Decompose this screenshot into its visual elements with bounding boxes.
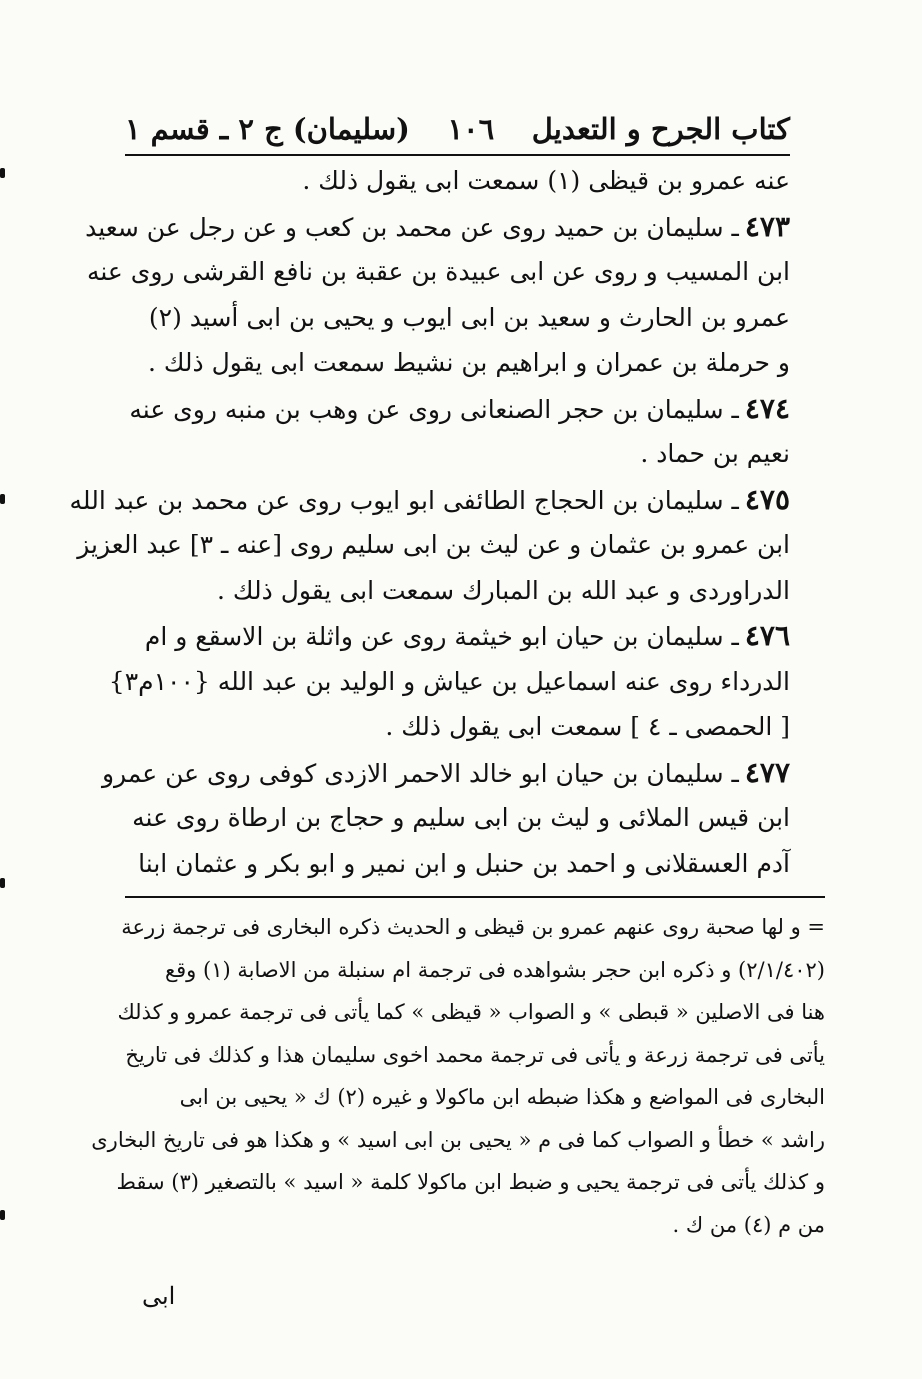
footnote-line: من م (٤) من ك . bbox=[672, 1212, 825, 1237]
line-text: آدم العسقلانى و احمد بن حنبل و ابن نمير و ابو بكر و عثمان ابنا bbox=[138, 848, 790, 878]
text-line bbox=[125, 795, 790, 841]
text-line bbox=[125, 295, 790, 341]
line-text: عنه عمرو بن قيظى (١) سمعت ابى يقول ذلك . bbox=[302, 166, 790, 195]
text-line bbox=[125, 158, 790, 204]
page-number: ١٠٦ bbox=[447, 112, 495, 146]
text-line bbox=[125, 841, 790, 887]
catchword: ابى bbox=[142, 1282, 176, 1310]
main-text bbox=[69, 158, 790, 886]
line-text: نعيم بن حماد . bbox=[640, 439, 790, 468]
line-text: ابن قيس الملائى و ليث بن ابى سليم و حجاج بن ارطاة روى عنه bbox=[132, 803, 790, 832]
page-edge-mark bbox=[0, 1210, 5, 1220]
line-text: ابن عمرو بن عثمان و عن ليث بن ابى سليم روى [عنه ـ ٣] عبد العزيز bbox=[77, 530, 790, 559]
text-line bbox=[77, 522, 790, 568]
text-line bbox=[125, 568, 790, 614]
text-line bbox=[101, 750, 790, 796]
footnote-line: يأتى فى ترجمة زرعة و يأتى فى ترجمة محمد اخوى سليمان هذا و كذلك فى تاريخ bbox=[125, 1042, 825, 1067]
line-text: ـ سليمان بن حجر الصنعانى روى عن وهب بن منبه روى عنه bbox=[129, 394, 739, 424]
text-line bbox=[125, 340, 790, 386]
text-line bbox=[85, 204, 790, 250]
line-text: عمرو بن الحارث و سعيد بن ابى ايوب و يحيى بن ابى أسيد (٢) bbox=[148, 302, 790, 332]
line-text: ابن المسيب و روى عن ابى عبيدة بن عقبة بن نافع القرشى روى عنه bbox=[86, 257, 790, 286]
line-text: الدرداء روى عنه اسماعيل بن عياش و الوليد بن عبد الله {١٠٠م٣} bbox=[108, 666, 790, 696]
page-edge-mark bbox=[0, 168, 5, 178]
line-text: [ الحمصى ـ ٤ ] سمعت ابى يقول ذلك . bbox=[385, 712, 790, 741]
footnotes bbox=[91, 906, 825, 1246]
line-text: ـ سليمان بن حميد روى عن محمد بن كعب و عن رجل عن سعيد bbox=[85, 212, 739, 242]
entry-number: ٤٧٥ bbox=[744, 482, 790, 516]
text-line bbox=[125, 431, 790, 477]
footnote-line: و كذلك يأتى فى ترجمة يحيى و ضبط ابن ماكولا كلمة « اسيد » بالتصغير (٣) سقط bbox=[116, 1170, 825, 1194]
text-line bbox=[125, 613, 790, 659]
line-text: و حرملة بن عمران و ابراهيم بن نشيط سمعت ابى يقول ذلك . bbox=[147, 348, 790, 377]
footnote-line: هنا فى الاصلين « قبطى » و الصواب « قيظى » كما يأتى فى ترجمة عمرو و كذلك bbox=[117, 1000, 825, 1024]
book-title: كتاب الجرح و التعديل bbox=[531, 112, 790, 146]
line-text: ـ سليمان بن الحجاج الطائفى ابو ايوب روى عن محمد بن عبد الله bbox=[69, 485, 739, 515]
line-text: ـ سليمان بن حيان ابو خالد الاحمر الازدى كوفى روى عن عمرو bbox=[101, 758, 739, 788]
text-line bbox=[125, 386, 790, 432]
entry-number: ٤٧٤ bbox=[744, 391, 790, 425]
text-line bbox=[125, 704, 790, 750]
entry-number: ٤٧٣ bbox=[744, 209, 790, 243]
entry-number: ٤٧٦ bbox=[744, 619, 790, 652]
text-line bbox=[108, 659, 790, 705]
text-line bbox=[69, 477, 790, 523]
page-edge-mark bbox=[0, 494, 5, 504]
footnote-line: (٢/١/٤٠٢) و ذكره ابن حجر بشواهده فى ترجمة ام سنبلة من الاصابة (١) وقع bbox=[164, 957, 825, 982]
footnote-line: = و لها صحبة روى عنهم عمرو بن قيظى و الحديث ذكره البخارى فى ترجمة زرعة bbox=[121, 915, 825, 939]
line-text: ـ سليمان بن حيان ابو خيثمة روى عن واثلة بن الاسقع و ام bbox=[144, 622, 739, 651]
entry-number: ٤٧٧ bbox=[744, 755, 790, 789]
footnote-line: راشد » خطأ و الصواب كما فى م « يحيى بن ابى اسيد » و هكذا هو فى تاريخ البخارى bbox=[91, 1127, 825, 1152]
footnote-line: البخارى فى المواضع و هكذا ضبطه ابن ماكولا و غيره (٢) ك « يحيى بن ابى bbox=[179, 1085, 825, 1109]
page-edge-mark bbox=[0, 878, 5, 888]
running-header bbox=[125, 90, 790, 156]
footnote-divider bbox=[125, 896, 825, 898]
line-text: الدراوردى و عبد الله بن المبارك سمعت ابى يقول ذلك . bbox=[217, 575, 790, 605]
section-label: (سليمان) ج ٢ ـ قسم ١ bbox=[125, 112, 410, 146]
text-line bbox=[86, 249, 790, 295]
